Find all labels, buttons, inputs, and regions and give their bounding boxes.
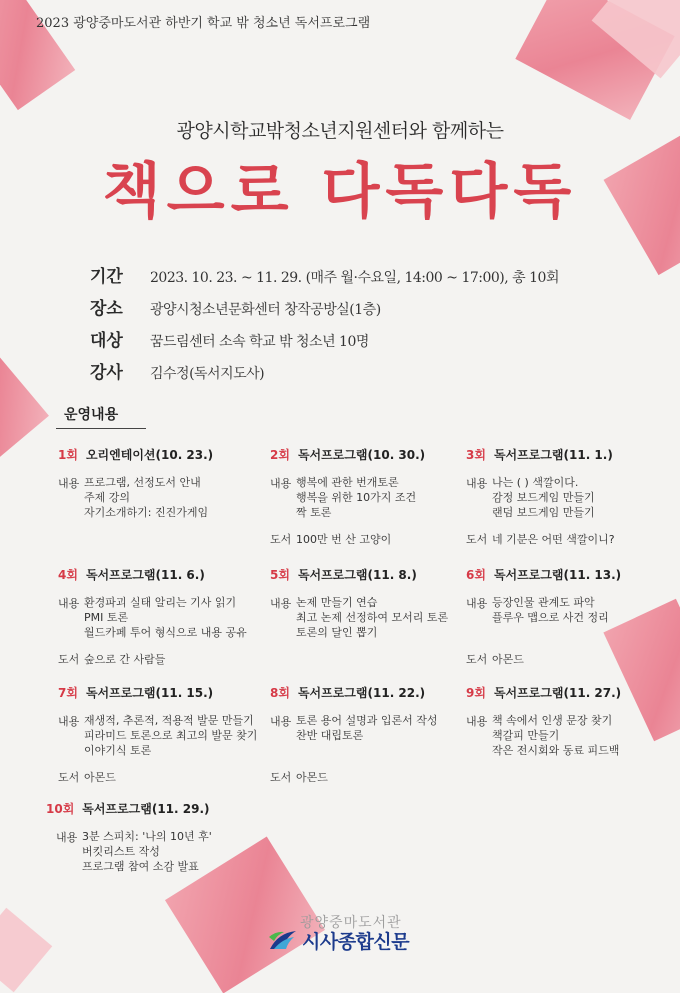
- session-book: [466, 531, 615, 547]
- content-line: 환경파괴 실태 알리는 기사 읽기: [84, 596, 237, 609]
- book-title: 100만 번 산 고양이: [296, 533, 392, 546]
- book-label: 도서: [466, 533, 488, 546]
- session-10: [46, 800, 212, 874]
- decor-pink-paper: [0, 339, 49, 461]
- session-name: 독서프로그램(11. 15.): [85, 686, 214, 700]
- book-title: 네 기분은 어떤 색깔이니?: [492, 533, 615, 546]
- content-line: 토론의 달인 뽑기: [296, 626, 378, 639]
- program-header-note: 2023 광양중마도서관 하반기 학교 밖 청소년 독서프로그램: [36, 16, 371, 31]
- content-line: 피라미드 토론으로 최고의 발문 찾기: [84, 729, 258, 742]
- content-label: 내용: [270, 597, 292, 610]
- content-label: 내용: [466, 597, 488, 610]
- content-line: 주제 강의: [84, 491, 131, 504]
- session-9: [466, 684, 621, 758]
- session-name: 독서프로그램(11. 1.): [493, 448, 613, 462]
- content-line: 작은 전시회와 동료 피드백: [492, 744, 620, 757]
- content-line: 나는 ( ) 색깔이다.: [492, 476, 579, 489]
- session-content: [270, 595, 448, 640]
- book-label: 도서: [58, 653, 80, 666]
- content-line: 책갈피 만들기: [492, 729, 560, 742]
- info-instructor: [90, 358, 559, 390]
- content-line: 최고 논제 선정하여 모서리 토론: [296, 611, 449, 624]
- session-book: [270, 769, 438, 785]
- content-line: 논제 만들기 연습: [296, 596, 378, 609]
- section-underline: [56, 428, 146, 429]
- session-number: 3회: [466, 448, 486, 462]
- session-name: 독서프로그램(11. 8.): [297, 568, 417, 582]
- session-7: [58, 684, 257, 785]
- content-line: 행복을 위한 10가지 조건: [296, 491, 417, 504]
- session-content: [466, 475, 615, 520]
- session-3: [466, 446, 615, 547]
- session-number: 10회: [46, 802, 75, 816]
- session-name: 독서프로그램(11. 13.): [493, 568, 622, 582]
- content-label: 내용: [466, 477, 488, 490]
- session-content: [270, 713, 438, 743]
- content-line: 등장인물 관계도 파악: [492, 596, 595, 609]
- session-header: [270, 446, 425, 463]
- content-line: 찬반 대립토론: [296, 729, 364, 742]
- session-header: [270, 566, 448, 583]
- info-place: [90, 294, 559, 326]
- info-period: [90, 262, 559, 294]
- session-header: [270, 684, 438, 701]
- book-title: 아몬드: [296, 771, 328, 784]
- book-label: 도서: [270, 771, 292, 784]
- content-line: 월드카페 투어 형식으로 내용 공유: [84, 626, 247, 639]
- session-number: 6회: [466, 568, 486, 582]
- content-line: 3분 스피치: '나의 10년 후': [82, 830, 212, 843]
- info-key: 대상: [90, 331, 123, 351]
- info-value: 꿈드림센터 소속 학교 밖 청소년 10명: [150, 334, 369, 350]
- content-line: 플루우 맵으로 사건 정리: [492, 611, 609, 624]
- session-content: [58, 713, 257, 758]
- session-header: [466, 684, 621, 701]
- content-line: 감정 보드게임 만들기: [492, 491, 595, 504]
- info-value: 김수정(독서지도사): [150, 366, 265, 382]
- content-line: 이야기식 토론: [84, 744, 152, 757]
- poster-title: 책으로 다독다독: [102, 157, 578, 227]
- content-line: 랜덤 보드게임 만들기: [492, 506, 595, 519]
- session-number: 7회: [58, 686, 78, 700]
- content-label: 내용: [58, 477, 80, 490]
- session-8: [270, 684, 438, 785]
- content-line: 책 속에서 인생 문장 찾기: [492, 714, 613, 727]
- program-info: [90, 262, 559, 390]
- content-line: 행복에 관한 번개토론: [296, 476, 399, 489]
- newspaper-name: 시사종합신문: [302, 930, 410, 953]
- session-content: [56, 829, 212, 874]
- session-name: 독서프로그램(11. 6.): [85, 568, 205, 582]
- section-title: 운영내용: [64, 407, 119, 423]
- session-book: [270, 531, 425, 547]
- session-name: 독서프로그램(10. 30.): [297, 448, 426, 462]
- content-label: 내용: [270, 477, 292, 490]
- poster-subtitle: 광양시학교밖청소년지원센터와 함께하는: [176, 120, 504, 142]
- library-logo: 광양중마도서관: [300, 915, 402, 931]
- info-key: 기간: [90, 267, 123, 287]
- content-line: 프로그램 참여 소감 발표: [82, 860, 199, 873]
- session-number: 1회: [58, 448, 78, 462]
- session-5: [270, 566, 448, 640]
- info-key: 강사: [90, 363, 123, 383]
- content-line: 프로그램, 선정도서 안내: [84, 476, 201, 489]
- session-number: 8회: [270, 686, 290, 700]
- content-line: 재생적, 추론적, 적용적 발문 만들기: [84, 714, 254, 727]
- session-1: [58, 446, 213, 520]
- content-line: 자기소개하기: 진진가게임: [84, 506, 209, 519]
- content-line: PMI 토론: [84, 611, 129, 624]
- book-title: 아몬드: [84, 771, 116, 784]
- session-4: [58, 566, 247, 667]
- session-header: [58, 446, 213, 463]
- session-header: [466, 566, 621, 583]
- book-title: 숲으로 간 사람들: [84, 653, 166, 666]
- session-content: [466, 595, 621, 625]
- session-content: [58, 475, 213, 520]
- content-label: 내용: [270, 715, 292, 728]
- session-name: 독서프로그램(11. 27.): [493, 686, 622, 700]
- session-content: [270, 475, 425, 520]
- session-number: 2회: [270, 448, 290, 462]
- session-header: [58, 684, 257, 701]
- session-book: [466, 651, 621, 667]
- session-content: [58, 595, 247, 640]
- session-book: [58, 769, 257, 785]
- content-label: 내용: [58, 715, 80, 728]
- book-label: 도서: [270, 533, 292, 546]
- session-header: [46, 800, 212, 817]
- session-header: [58, 566, 247, 583]
- session-name: 오리엔테이션(10. 23.): [85, 448, 214, 462]
- book-title: 아몬드: [492, 653, 524, 666]
- content-line: 버킷리스트 작성: [82, 845, 160, 858]
- content-label: 내용: [466, 715, 488, 728]
- newspaper-emblem-icon: [268, 929, 298, 951]
- content-line: 토론 용어 설명과 입론서 작성: [296, 714, 438, 727]
- info-value: 2023. 10. 23. ~ 11. 29. (매주 월·수요일, 14:00 ~ 17:00), 총 10회: [150, 270, 559, 286]
- session-header: [466, 446, 615, 463]
- info-target: [90, 326, 559, 358]
- session-book: [58, 651, 247, 667]
- content-label: 내용: [58, 597, 80, 610]
- book-label: 도서: [58, 771, 80, 784]
- info-key: 장소: [90, 299, 123, 319]
- content-label: 내용: [56, 831, 78, 844]
- newspaper-logo: [268, 927, 409, 953]
- session-name: 독서프로그램(11. 22.): [297, 686, 426, 700]
- decor-pink-paper: [0, 908, 52, 993]
- session-number: 9회: [466, 686, 486, 700]
- session-name: 독서프로그램(11. 29.): [82, 802, 210, 816]
- session-number: 4회: [58, 568, 78, 582]
- content-line: 짝 토론: [296, 506, 332, 519]
- book-label: 도서: [466, 653, 488, 666]
- session-2: [270, 446, 425, 547]
- session-number: 5회: [270, 568, 290, 582]
- session-6: [466, 566, 621, 667]
- info-value: 광양시청소년문화센터 창작공방실(1층): [150, 302, 381, 318]
- session-content: [466, 713, 621, 758]
